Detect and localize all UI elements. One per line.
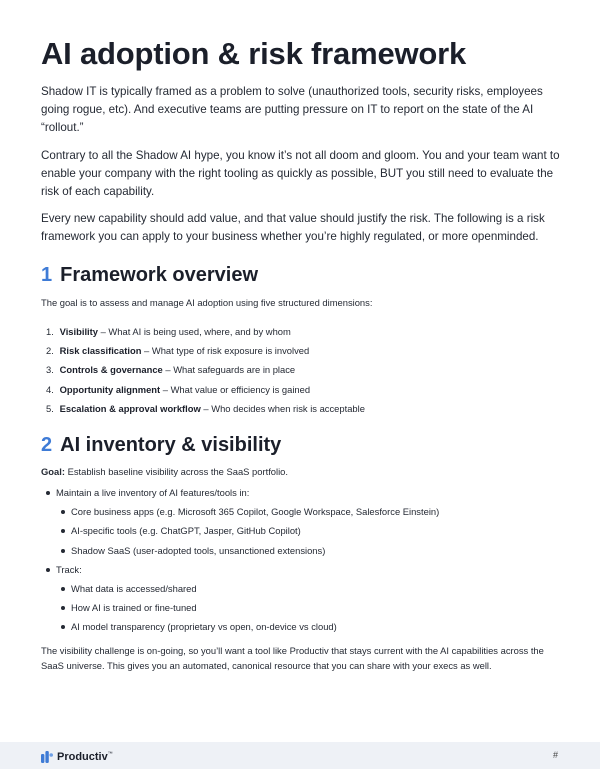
sub-bullet-list (56, 579, 566, 637)
sub-bullet-list (56, 502, 566, 560)
dimension-term: Visibility (59, 326, 98, 337)
intro-paragraph-3: Every new capability should add value, and that value should justify the risk. The following is a risk framework you can apply to your business whether you’re highly regulated, or more openminded. (41, 212, 545, 244)
intro-paragraph-2: Contrary to all the Shadow AI hype, you know it’s not all doom and gloom. You and your team want to enable your company with the right tooling as quickly as possible, BUT you still need to evaluate the risk of each capability. (41, 148, 560, 199)
section-title: AI inventory & visibility (60, 434, 282, 456)
list-item: 2. Risk classification – What type of risk exposure is involved (46, 345, 310, 357)
intro-paragraph-1: Shadow IT is typically framed as a problem to solve (unauthorized tools, security risks, employees going rogue, etc). And executive teams are putting pressure on IT to report on the state of the AI “rollout.” (41, 85, 543, 135)
dimension-term: Escalation & approval workflow (59, 402, 201, 414)
dimension-term: Risk classification (59, 345, 142, 357)
dimension-list (41, 322, 566, 418)
section-lead: The goal is to assess and manage AI adoption using five structured dimensions: (41, 297, 373, 308)
section-heading (41, 432, 566, 458)
dimension-description: – What type of risk exposure is involved (141, 345, 310, 357)
dimension-description: – What safeguards are in place (162, 364, 296, 376)
logo-text: Productiv (57, 751, 108, 763)
productiv-logo-icon (41, 751, 53, 763)
section-framework-overview (41, 262, 566, 418)
list-item: AI-specific tools (e.g. ChatGPT, Jasper, GitHub Copilot) (56, 521, 566, 540)
list-item: 5. Escalation & approval workflow – Who decides when risk is acceptable (46, 402, 365, 414)
list-item: Track: What data is accessed/shared How AI is trained or fine-tuned AI model transparency (proprietary vs open, on-device vs cloud) (41, 560, 566, 637)
dimension-term: Opportunity alignment (59, 383, 161, 395)
list-item: Shadow SaaS (user-adopted tools, unsanctioned extensions) (56, 541, 566, 560)
dimension-term: Controls & governance (59, 364, 163, 376)
list-item: How AI is trained or fine-tuned (56, 598, 566, 617)
trademark: ™ (107, 751, 113, 757)
list-item: 3. Controls & governance – What safeguards are in place (46, 364, 296, 376)
productiv-logo (41, 751, 113, 763)
section-title: Framework overview (60, 264, 258, 286)
goal-text: Establish baseline visibility across the SaaS portfolio. (64, 466, 288, 477)
list-item: 4. Opportunity alignment – What value or efficiency is gained (46, 383, 311, 395)
goal-label: Goal: (41, 466, 65, 477)
page-content (41, 34, 566, 671)
goal-line (41, 464, 566, 479)
page-title: AI adoption & risk framework (41, 36, 467, 71)
dimension-description: – What AI is being used, where, and by whom (98, 326, 291, 337)
section-ai-inventory (41, 432, 566, 673)
dimension-description: – What value or efficiency is gained (160, 383, 311, 395)
list-item: 1. Visibility – What AI is being used, where, and by whom (46, 326, 291, 337)
list-item: What data is accessed/shared (56, 579, 566, 598)
section-heading (41, 262, 566, 288)
page-footer (0, 742, 600, 769)
closing-paragraph: The visibility challenge is on-going, so you’ll want a tool like Productiv that stays current with the AI capabilities across the SaaS universe. This gives you an automated, canonical resource that you can share with your execs as well. (41, 644, 544, 671)
list-item: Maintain a live inventory of AI features/tools in: Core business apps (e.g. Microsoft 365 Copilot, Google Workspace, Salesforce Einstein) AI-specific tools (e.g. ChatGPT, Jasper, GitHub Copilot) Shadow SaaS (user-adopted tools, unsanctioned extensions) (41, 483, 566, 560)
section-number: 2 (41, 434, 53, 456)
list-item: AI model transparency (proprietary vs open, on-device vs cloud) (56, 617, 566, 636)
bullet-list (41, 483, 566, 637)
page-number: # (552, 750, 558, 760)
section-number: 1 (41, 264, 53, 286)
list-item: Core business apps (e.g. Microsoft 365 Copilot, Google Workspace, Salesforce Einstein) (56, 502, 566, 521)
dimension-description: – Who decides when risk is acceptable (200, 402, 365, 414)
